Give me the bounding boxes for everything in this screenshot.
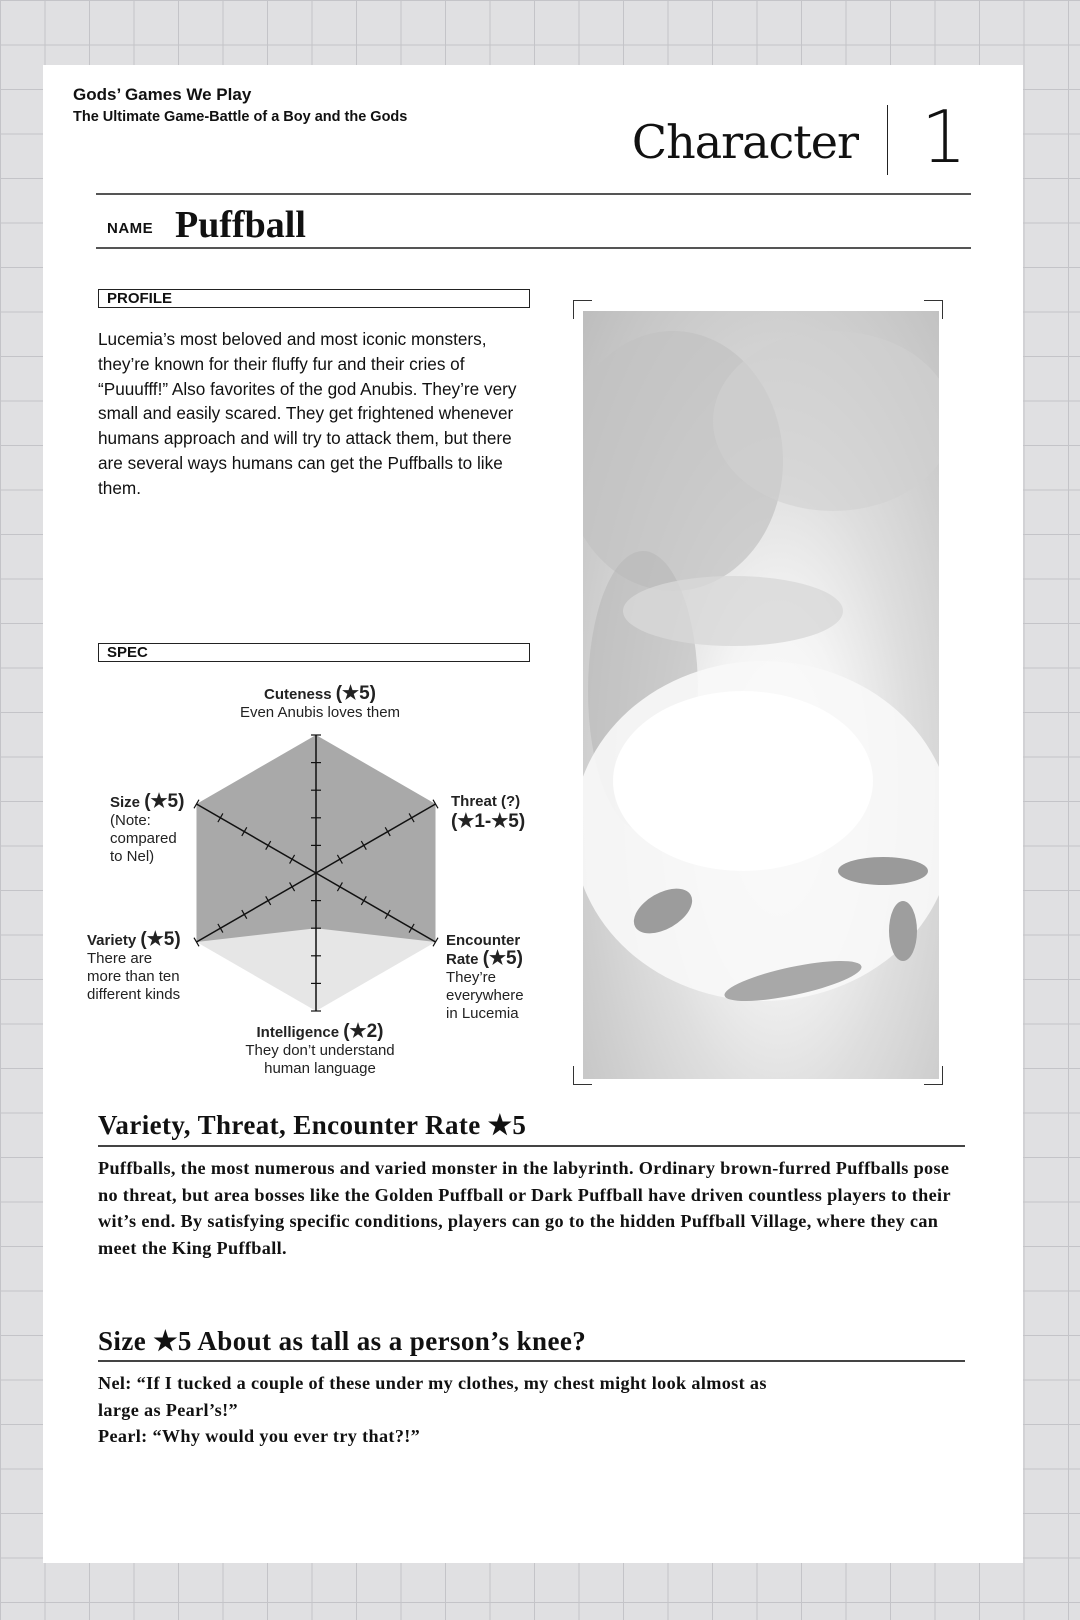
- size-rating: ★5: [150, 791, 179, 812]
- cuteness-title: Cuteness: [264, 686, 332, 703]
- variety-note-3: different kinds: [87, 986, 181, 1003]
- character-name: Puffball: [175, 204, 306, 246]
- encounter-note-2: everywhere: [446, 987, 524, 1004]
- encounter-rating: ★5: [489, 948, 517, 969]
- cuteness-note: Even Anubis loves them: [239, 704, 401, 721]
- profile-label: PROFILE: [98, 289, 530, 308]
- dialogue-line-1: Nel: “If I tucked a couple of these under my clothes, my chest might look almost as: [98, 1373, 767, 1393]
- puffball-illustration-art: [583, 311, 939, 1079]
- variety-rating: ★5: [146, 929, 175, 950]
- section-rule-variety: [98, 1145, 965, 1147]
- section-heading-size: Size ★5 About as tall as a person’s knee?: [98, 1326, 587, 1356]
- character-page: [43, 65, 1023, 1563]
- spec-label: SPEC: [98, 643, 530, 662]
- encounter-title-1: Encounter: [446, 932, 521, 949]
- size-title: Size: [110, 794, 141, 811]
- encounter-label: Encounter Rate (★5) They’re everywhere in Lucemia: [446, 932, 556, 1023]
- size-label: Size (★5) (Note: compared to Nel): [110, 793, 220, 866]
- dialogue-line-2: large as Pearl’s!”: [98, 1399, 238, 1420]
- encounter-title-2: Rate: [446, 951, 479, 968]
- name-label: NAME: [107, 220, 154, 237]
- intelligence-rating: ★2: [349, 1021, 378, 1042]
- section-body-size: [98, 1370, 958, 1450]
- variety-title: Variety: [87, 932, 137, 949]
- intelligence-title: Intelligence: [256, 1024, 340, 1041]
- section-body-variety: Puffballs, the most numerous and varied monster in the labyrinth. Ordinary brown-furred Puffballs pose no threat, but area bosses like the Golden Puffball or Dark Puffball have driven countless players to their wit’s end. By satisfying specific conditions, players can go to the hidden Puffball Village, where they can meet the King Puffball.: [98, 1158, 951, 1259]
- intelligence-note-1: They don’t understand: [245, 1042, 395, 1059]
- series-title: Gods’ Games We Play: [73, 85, 252, 104]
- variety-label: Variety (★5) There are more than ten different kinds: [87, 931, 217, 1004]
- header-divider: [887, 105, 888, 175]
- cuteness-rating: ★5: [342, 683, 370, 704]
- cuteness-label: Cuteness (★5) Even Anubis loves them: [215, 685, 425, 722]
- intelligence-note-2: human language: [264, 1060, 376, 1077]
- size-note-3: to Nel): [110, 848, 155, 865]
- encounter-note-3: in Lucemia: [446, 1005, 519, 1022]
- threat-rating: ★1-★5: [457, 811, 519, 832]
- encounter-note-1: They’re: [446, 969, 497, 986]
- profile-text: Lucemia’s most beloved and most iconic monsters, they’re known for their fluffy fur and their cries of “Puuufff!” Also favorites of the god Anubis. They’re very small and easily scared. They get frightened whenever humans approach and will try to attack them, but there are several ways humans can get the Puffballs to like them.: [98, 329, 517, 498]
- illustration-frame: [573, 300, 943, 1080]
- section-label: Character: [631, 115, 858, 169]
- puffball-illustration: [583, 311, 939, 1079]
- variety-note-1: There are: [87, 950, 153, 967]
- threat-title: Threat (?): [451, 793, 521, 810]
- section-rule-size: [98, 1360, 965, 1362]
- intelligence-label: Intelligence (★2) They don’t understand human language: [215, 1023, 425, 1078]
- size-note-1: (Note:: [110, 812, 151, 829]
- threat-label: Threat (?) (★1-★5): [451, 793, 561, 831]
- variety-note-2: more than ten: [87, 968, 180, 985]
- size-note-2: compared: [110, 830, 177, 847]
- section-heading-variety: Variety, Threat, Encounter Rate ★5: [98, 1110, 527, 1140]
- section-number: 1: [921, 95, 967, 179]
- series-subtitle: The Ultimate Game-Battle of a Boy and the Gods: [73, 109, 408, 125]
- dialogue-line-3: Pearl: “Why would you ever try that?!”: [98, 1426, 421, 1447]
